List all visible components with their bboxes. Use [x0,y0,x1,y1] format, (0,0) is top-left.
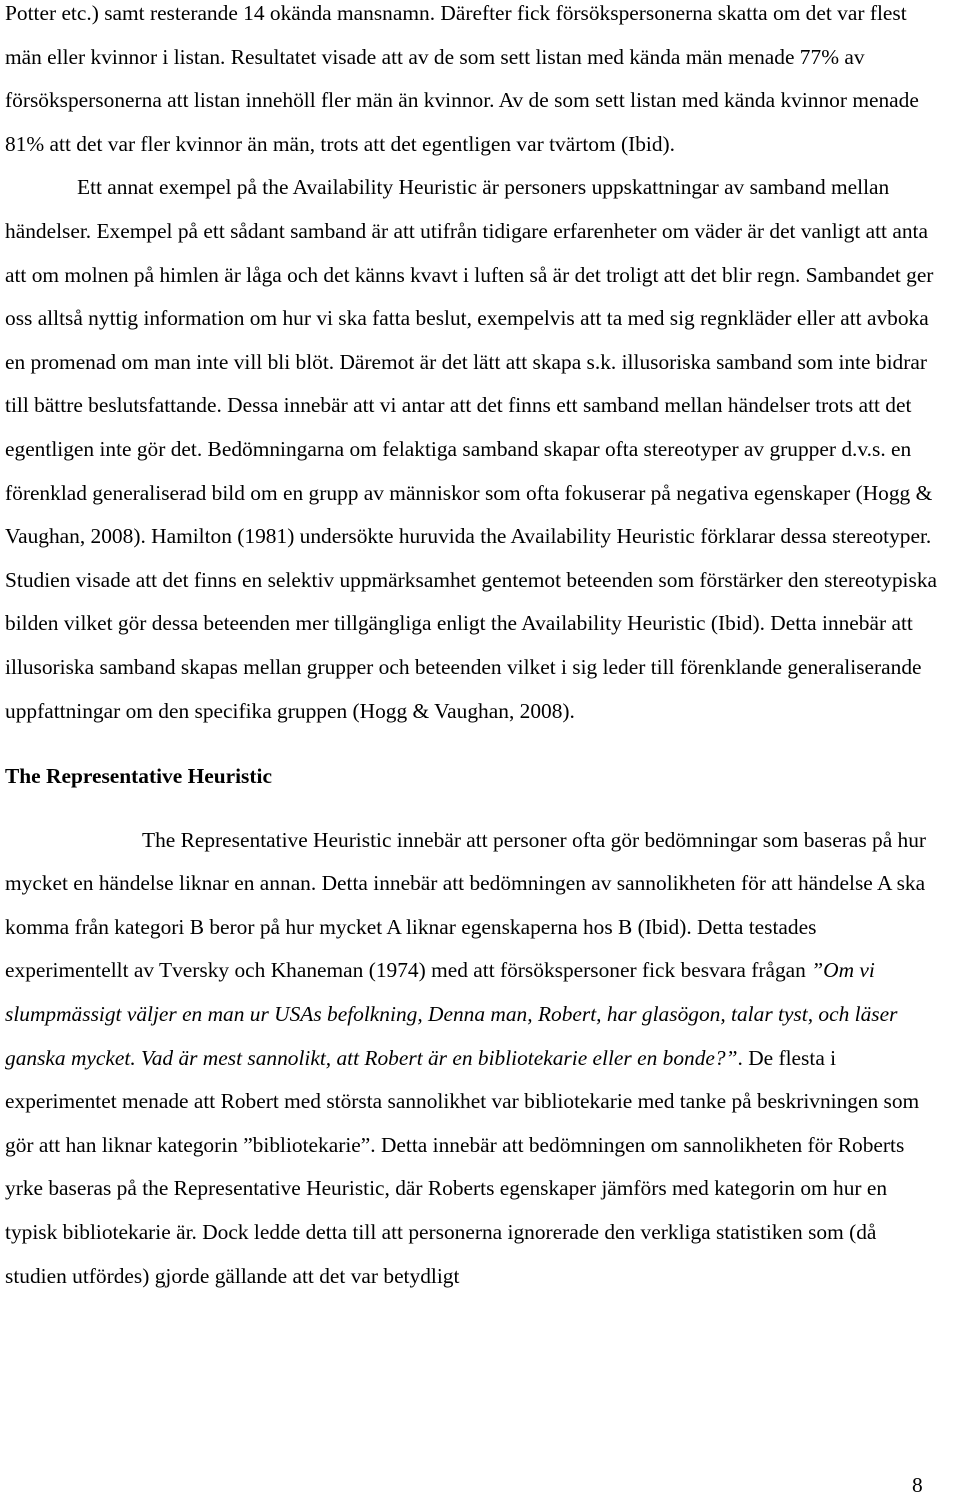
body-paragraph-representative [5,819,943,1299]
italic-quoted-question: ”Om vi slumpmässigt väljer en man ur USAs befolkning, Denna man, Robert, har glasögon, talar tyst, och läser ganska mycket. Vad är mest sannolikt, att Robert är en bibliotekarie eller en bonde?” [5,958,898,1070]
page-number: 8 [912,1473,923,1497]
paragraph-text-before-quote: The Representative Heuristic innebär att personer ofta gör bedömningar som baseras på hur mycket en händelse liknar en annan. Detta innebär att bedömningen av sannolikheten för att händelse A ska komma från kategori B beror på hur mycket A liknar egenskaperna hos B (Ibid). Detta testades experimentellt av Tversky och Khaneman (1974) med att försökspersoner fick besvara frågan [5,827,927,983]
document-page [5,0,943,1298]
paragraph-text-after-quote: . De flesta i experimentet menade att Robert med största sannolikhet var bibliotekarie med tanke på beskrivningen som gör att han liknar kategorin ”bibliotekarie”. Detta innebär att bedömningen om sannolikheten för Roberts yrke baseras på the Representative Heuristic, där Roberts egenskaper jämförs med kategorin om hur en typisk bibliotekarie är. Dock ledde detta till att personerna ignorerade den verkliga statistiken som (då studien utfördes) gjorde gällande att det var betydligt [5,1045,920,1288]
body-paragraph-continued: Potter etc.) samt resterande 14 okända mansnamn. Därefter fick försökspersonerna skatta om det var flest män eller kvinnor i listan. Resultatet visade att av de som sett listan med kända män menade 77% av försökspersonerna att listan innehöll fler män än kvinnor. Av de som sett listan med kända kvinnor menade 81% att det var fler kvinnor än män, trots att det egentligen var tvärtom (Ibid). [5,1,919,156]
section-heading: The Representative Heuristic [5,764,272,789]
body-paragraph-availability-example: Ett annat exempel på the Availability Heuristic är personers uppskattningar av samband mellan händelser. Exempel på ett sådant samband är att utifrån tidigare erfarenheter om väder är det vanligt att anta att om molnen på himlen är låga och det känns kvavt i luften så är det troligt att det blir regn. Sambandet ger oss alltså nyttig information om hur vi ska fatta beslut, exempelvis att ta med sig regnkläder eller att avboka en promenad om man inte vill bli blöt. Däremot är det lätt att skapa s.k. illusoriska samband som inte bidrar till bättre beslutsfattande. Dessa innebär att vi antar att det finns ett samband mellan händelser trots att det egentligen inte gör det. Bedömningarna om felaktiga samband skapar ofta stereotyper av grupper d.v.s. en förenklad generaliserad bild om en grupp av människor som ofta fokuserar på negativa egenskaper (Hogg & Vaughan, 2008). Hamilton (1981) undersökte huruvida the Availability Heuristic förklarar dessa stereotyper. Studien visade att det finns en selektiv uppmärksamhet gentemot beteenden som förstärker den stereotypiska bilden vilket gör dessa beteenden mer tillgängliga enligt the Availability Heuristic (Ibid). Detta innebär att illusoriska samband skapas mellan grupper och beteenden vilket i sig leder till förenklande generaliserande uppfattningar om den specifika gruppen (Hogg & Vaughan, 2008). [5,175,938,723]
